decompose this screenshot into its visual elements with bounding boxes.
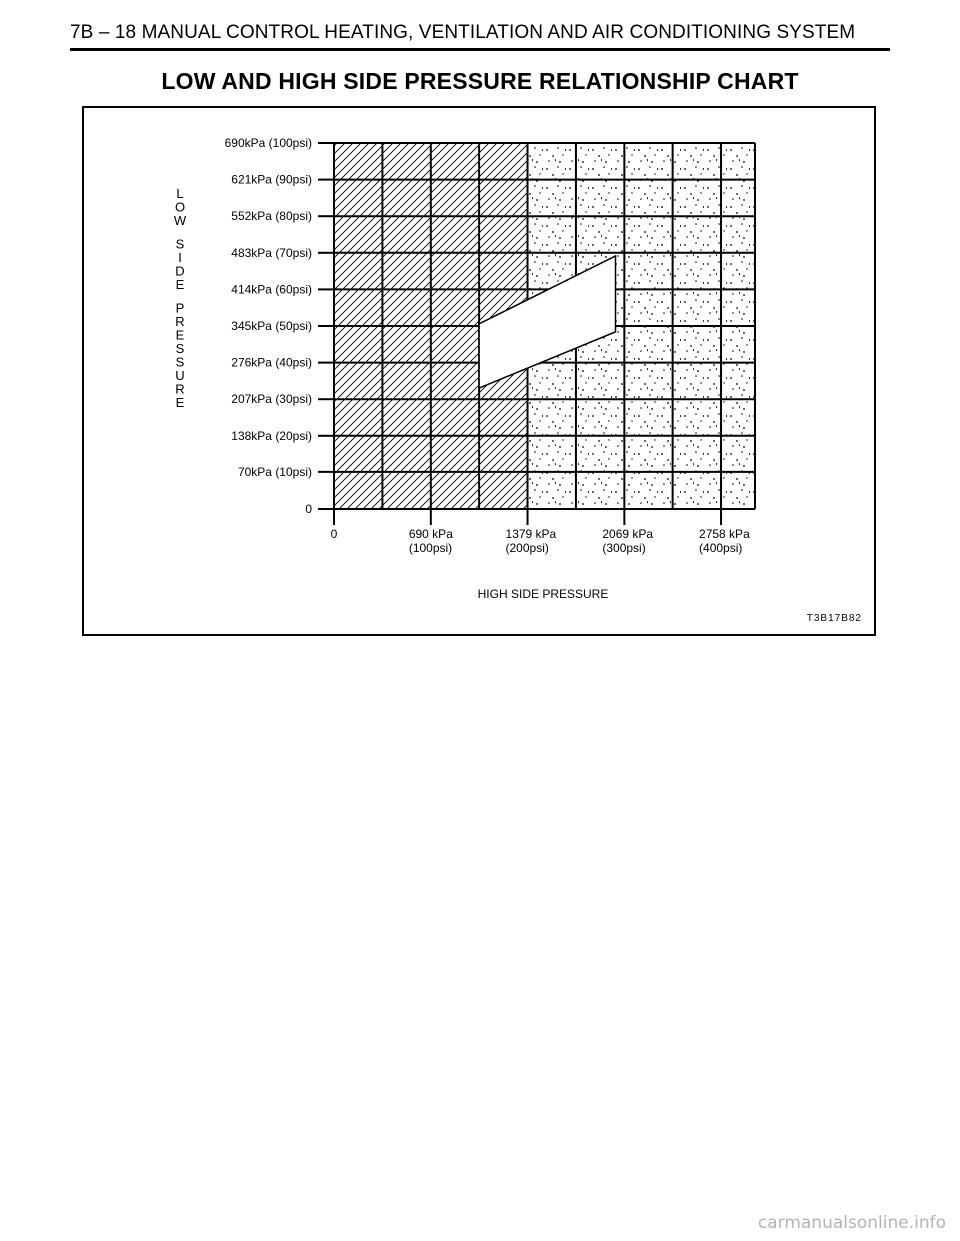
x-tick-sublabel: (400psi) (699, 541, 743, 555)
y-label-letter: S (175, 354, 185, 370)
y-label-letter: I (178, 250, 182, 265)
x-axis-label: HIGH SIDE PRESSURE (477, 587, 609, 601)
y-tick-label: 70kPa (10psi) (237, 464, 312, 479)
page-header (70, 18, 890, 51)
x-tick-sublabel: (300psi) (602, 541, 646, 555)
y-tick-label: 552kPa (80psi) (231, 209, 312, 224)
y-tick-label: 483kPa (70psi) (231, 245, 312, 260)
y-label-letter: E (175, 395, 185, 410)
y-label-letter: S (175, 236, 185, 252)
y-label-letter: W (173, 213, 187, 228)
y-label-letter: P (175, 300, 185, 316)
x-tick-label: 0 (330, 527, 338, 541)
y-label-letter: L (176, 186, 184, 201)
y-label-letter: R (175, 314, 185, 329)
y-tick-label: 138kPa (20psi) (231, 428, 312, 443)
y-tick-label: 207kPa (30psi) (231, 392, 312, 407)
x-tick-sublabel: (200psi) (505, 541, 549, 555)
x-axis-ticks (331, 509, 750, 555)
y-tick-label: 414kPa (60psi) (231, 282, 312, 297)
x-tick-label: 690 kPa (408, 527, 453, 541)
y-axis-label (174, 186, 187, 410)
y-label-letter: D (175, 263, 185, 279)
y-tick-label: 621kPa (90psi) (231, 172, 312, 187)
y-label-letter: R (175, 381, 185, 397)
chart-frame (82, 106, 876, 636)
y-axis-ticks (225, 136, 334, 516)
y-tick-label: 690kPa (100psi) (224, 136, 312, 150)
y-label-letter: E (175, 277, 185, 292)
y-label-letter: O (174, 199, 186, 215)
y-label-letter: E (175, 327, 185, 343)
figure-code: T3B17B82 (806, 613, 862, 624)
y-tick-label: 276kPa (40psi) (231, 355, 312, 370)
watermark: carmanualsonline.info (757, 1213, 946, 1233)
x-tick-label: 2069 kPa (602, 527, 654, 541)
chart-title: LOW AND HIGH SIDE PRESSURE RELATIONSHIP CHART (161, 68, 799, 94)
y-label-letter: U (175, 368, 185, 383)
pressure-chart (84, 108, 874, 634)
y-tick-label: 0 (305, 502, 312, 516)
y-tick-label: 345kPa (50psi) (231, 319, 312, 333)
x-tick-sublabel: (100psi) (408, 541, 453, 555)
page-header-text: 7B – 18 MANUAL CONTROL HEATING, VENTILATION AND AIR CONDITIONING SYSTEM (70, 22, 856, 43)
y-label-letter: S (175, 341, 185, 356)
x-tick-label: 1379 kPa (505, 527, 557, 541)
x-tick-label: 2758 kPa (699, 527, 750, 541)
